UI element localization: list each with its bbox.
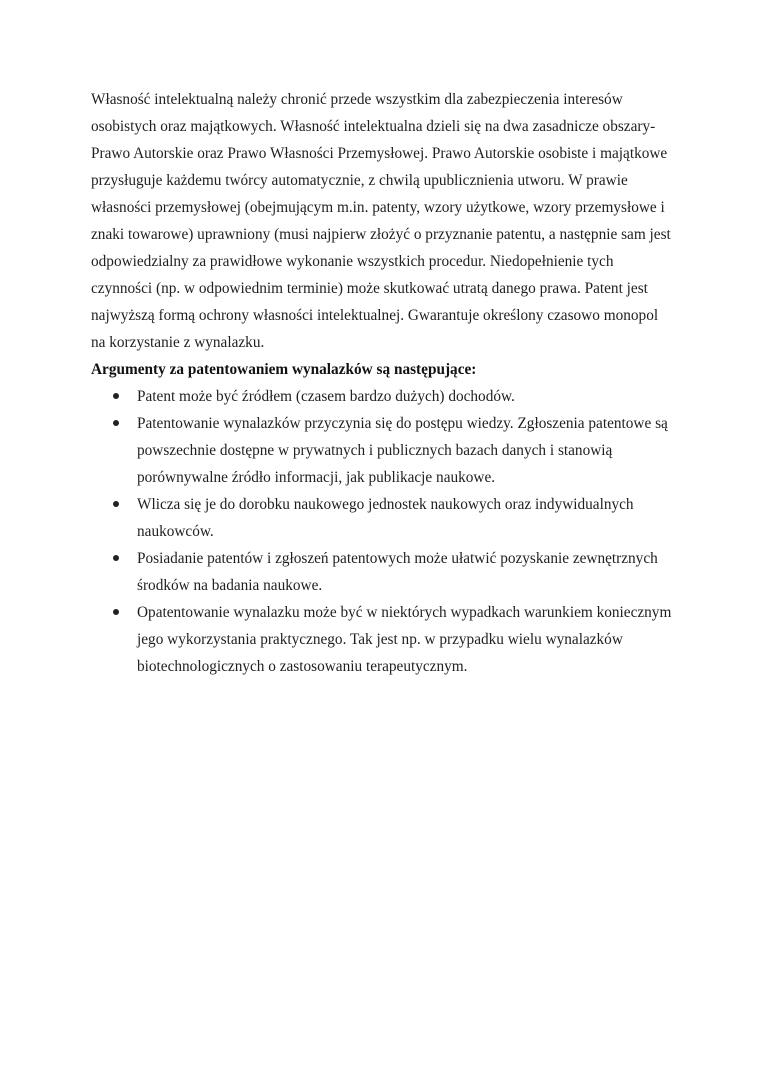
list-item xyxy=(91,491,673,545)
list-item xyxy=(91,410,673,491)
list-item xyxy=(91,383,673,410)
bullet-icon xyxy=(113,501,119,507)
list-item xyxy=(91,599,673,680)
document-body xyxy=(91,86,673,680)
list-item xyxy=(91,545,673,599)
arguments-list xyxy=(91,383,673,680)
list-item-text: Posiadanie patentów i zgłoszeń patentowych może ułatwić pozyskanie zewnętrznych środków na badania naukowe. xyxy=(137,550,658,594)
bullet-icon xyxy=(113,393,119,399)
list-item-text: Patent może być źródłem (czasem bardzo dużych) dochodów. xyxy=(137,388,515,405)
bullet-icon xyxy=(113,609,119,615)
intro-paragraph: Własność intelektualną należy chronić przede wszystkim dla zabezpieczenia interesów osobistych oraz majątkowych. Własność intelektualna dzieli się na dwa zasadnicze obszary- Prawo Autorskie oraz Prawo Własności Przemysłowej. Prawo Autorskie osobiste i majątkowe przysługuje każdemu twórcy automatycznie, z chwilą upublicznienia utworu. W prawie własności przemysłowej (obejmującym m.in. patenty, wzory użytkowe, wzory przemysłowe i znaki towarowe) uprawniony (musi najpierw złożyć o przyznanie patentu, a następnie sam jest odpowiedzialny za prawidłowe wykonanie wszystkich procedur. Niedopełnienie tych czynności (np. w odpowiednim terminie) może skutkować utratą danego prawa. Patent jest najwyższą formą ochrony własności intelektualnej. Gwarantuje określony czasowo monopol na korzystanie z wynalazku. xyxy=(91,91,671,351)
bullet-icon xyxy=(113,555,119,561)
list-item-text: Wlicza się je do dorobku naukowego jednostek naukowych oraz indywidualnych naukowców. xyxy=(137,496,634,540)
list-item-text: Patentowanie wynalazków przyczynia się do postępu wiedzy. Zgłoszenia patentowe są powszechnie dostępne w prywatnych i publicznych bazach danych i stanowią porównywalne źródło informacji, jak publikacje naukowe. xyxy=(137,415,668,486)
arguments-heading: Argumenty za patentowaniem wynalazków są następujące: xyxy=(91,361,477,378)
list-item-text: Opatentowanie wynalazku może być w niektórych wypadkach warunkiem koniecznym jego wykorzystania praktycznego. Tak jest np. w przypadku wielu wynalazków biotechnologicznych o zastosowaniu terapeutycznym. xyxy=(137,604,672,675)
bullet-icon xyxy=(113,420,119,426)
